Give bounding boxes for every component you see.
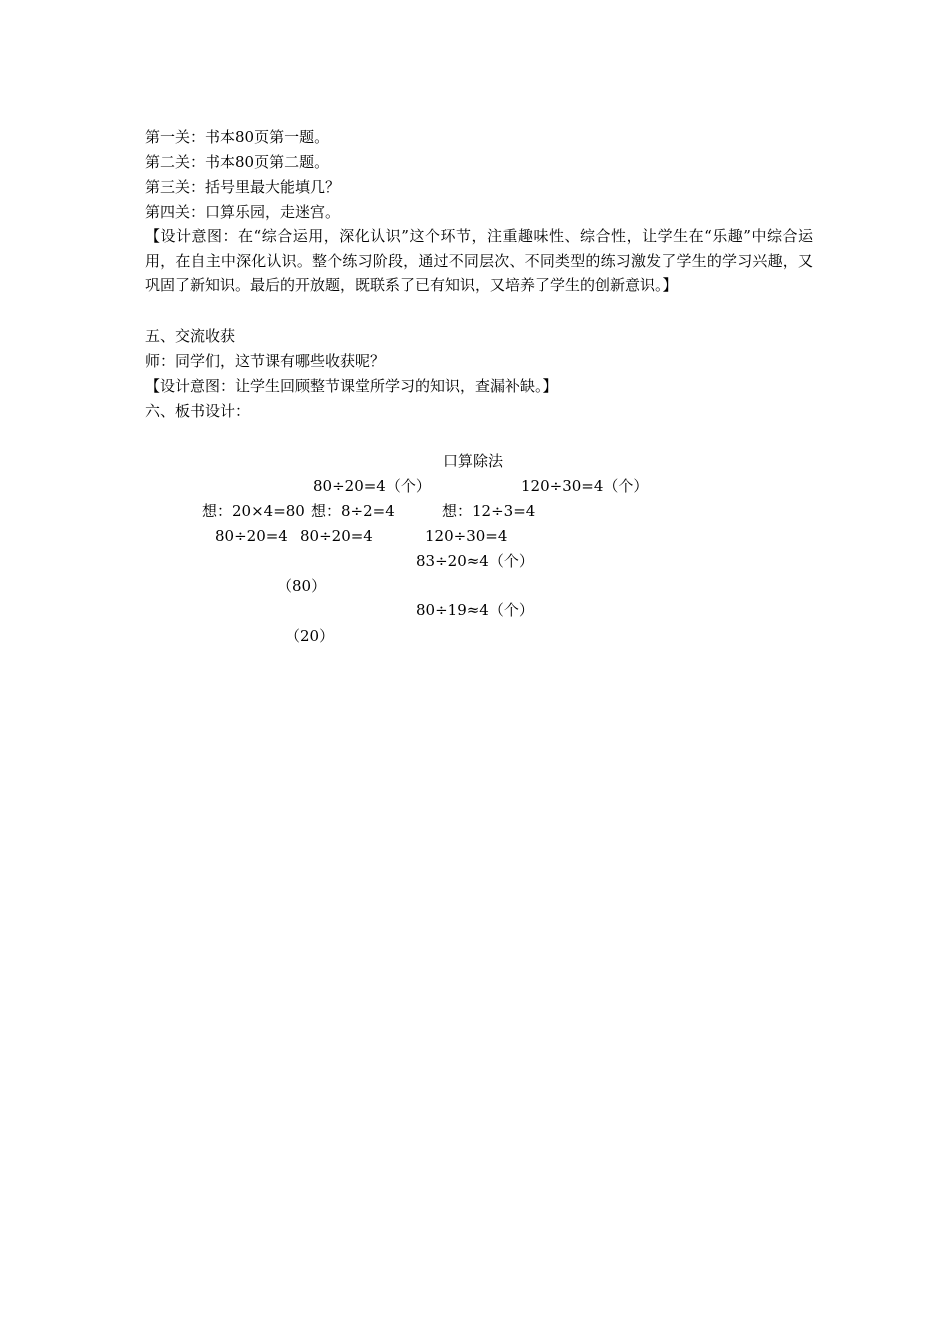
board-title: 口算除法 bbox=[443, 452, 504, 470]
board-estimate-1: （80） bbox=[277, 577, 327, 595]
board-think-3: 想：12÷3=4 bbox=[442, 502, 536, 520]
board-calc-1: 80÷20=4 bbox=[215, 527, 288, 545]
level-1-line: 第一关：书本80页第一题。 bbox=[145, 128, 330, 146]
design-intent-paragraph: 【设计意图：在“综合运用，深化认识”这个环节，注重趣味性、综合性，让学生在“乐趣”中综合运用，在自主中深化认识。整个练习阶段，通过不同层次、不同类型的练习激发了学生的学习兴趣，又巩固了新知识。最后的开放题，既联系了已有知识，又培养了学生的创新意识。】 bbox=[145, 227, 813, 294]
board-calc-2: 80÷20=4 bbox=[300, 527, 373, 545]
board-approx-2: 80÷19≈4（个） bbox=[416, 601, 534, 619]
board-think-2: 想：8÷2=4 bbox=[311, 502, 395, 520]
board-calc-3: 120÷30=4 bbox=[425, 527, 508, 545]
level-4-line: 第四关：口算乐园，走迷宫。 bbox=[145, 203, 341, 221]
section-5-heading: 五、交流收获 bbox=[145, 327, 236, 345]
board-approx-1: 83÷20≈4（个） bbox=[416, 552, 534, 570]
board-think-1: 想：20×4=80 bbox=[202, 502, 305, 520]
board-estimate-2: （20） bbox=[285, 627, 335, 645]
board-equation-left: 80÷20=4（个） bbox=[313, 477, 431, 495]
design-intent-note: 【设计意图：让学生回顾整节课堂所学习的知识，查漏补缺。】 bbox=[145, 377, 558, 395]
level-3-line: 第三关：括号里最大能填几？ bbox=[145, 178, 341, 196]
section-6-heading: 六、板书设计： bbox=[145, 402, 251, 420]
board-equation-right: 120÷30=4（个） bbox=[521, 477, 649, 495]
teacher-question: 师：同学们，这节课有哪些收获呢？ bbox=[145, 352, 386, 370]
level-2-line: 第二关：书本80页第二题。 bbox=[145, 153, 330, 171]
